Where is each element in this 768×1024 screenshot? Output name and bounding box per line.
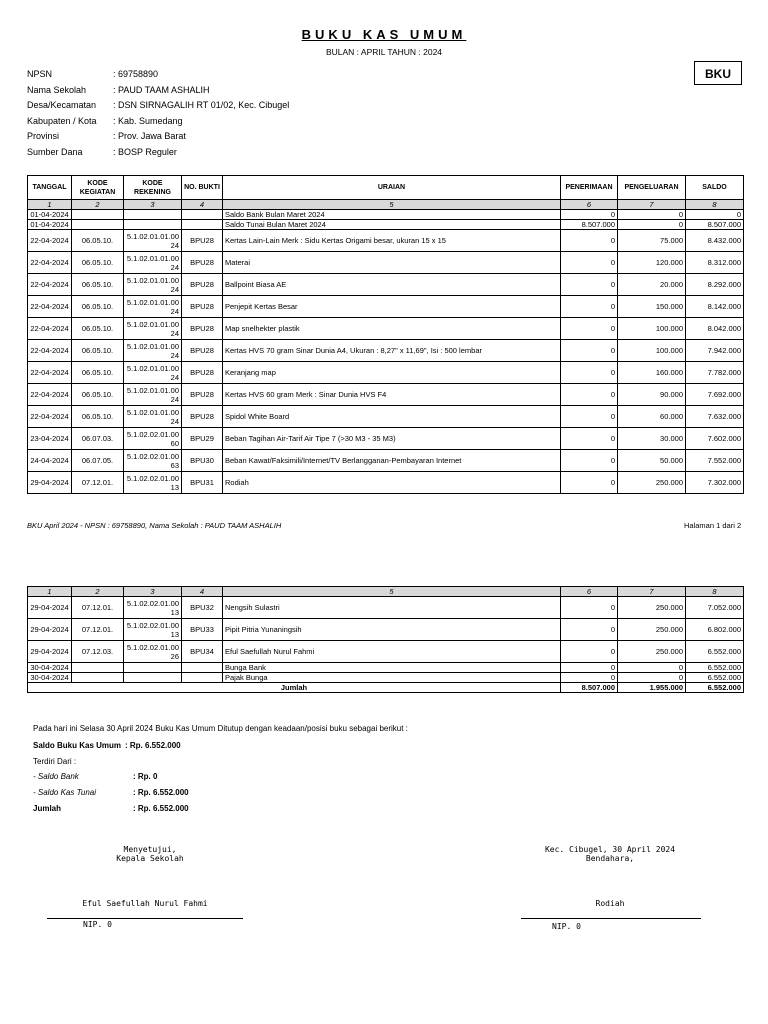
uraian-cell: Bunga Bank — [223, 663, 561, 673]
column-number: 3 — [124, 587, 182, 597]
kegiatan-cell: 06.05.10. — [72, 252, 124, 274]
kegiatan-cell: 06.05.10. — [72, 384, 124, 406]
penerimaan-cell: 0 — [561, 340, 618, 362]
date-cell: 01-04-2024 — [28, 210, 72, 220]
uraian-cell: Nengsih Sulastri — [223, 597, 561, 619]
rekening-cell: 5.1.02.01.01.00 24 — [124, 252, 182, 274]
header-cell: SALDO — [686, 176, 744, 200]
table-row — [28, 597, 744, 619]
info-row — [27, 69, 289, 85]
date-cell: 01-04-2024 — [28, 220, 72, 230]
uraian-cell: Spidol White Board — [223, 406, 561, 428]
rekening-cell: 5.1.02.01.01.00 24 — [124, 406, 182, 428]
column-number: 5 — [223, 200, 561, 210]
date-cell: 30-04-2024 — [28, 663, 72, 673]
info-row — [27, 147, 289, 163]
pengeluaran-cell: 100.000 — [618, 340, 686, 362]
date-cell: 22-04-2024 — [28, 362, 72, 384]
info-row — [27, 116, 289, 132]
rekening-cell: 5.1.02.02.01.00 26 — [124, 641, 182, 663]
penerimaan-cell: 0 — [561, 597, 618, 619]
penerimaan-cell: 8.507.000 — [561, 220, 618, 230]
column-number: 7 — [618, 200, 686, 210]
total-saldo: 6.552.000 — [686, 683, 744, 693]
info-label: NPSN — [27, 69, 53, 79]
info-value: : BOSP Reguler — [113, 146, 177, 157]
pengeluaran-cell: 0 — [618, 663, 686, 673]
date-cell: 22-04-2024 — [28, 406, 72, 428]
pengeluaran-cell: 150.000 — [618, 296, 686, 318]
saldo-cell: 7.302.000 — [686, 472, 744, 494]
uraian-cell: Keranjang map — [223, 362, 561, 384]
penerimaan-cell: 0 — [561, 428, 618, 450]
rekening-cell: 5.1.02.02.01.00 13 — [124, 597, 182, 619]
pengeluaran-cell: 0 — [618, 220, 686, 230]
date-cell: 22-04-2024 — [28, 318, 72, 340]
bukti-cell — [182, 673, 223, 683]
signature-left-nip: NIP. 0 — [83, 920, 112, 929]
uraian-cell: Saldo Bank Bulan Maret 2024 — [223, 210, 561, 220]
uraian-cell: Beban Kawat/Faksimili/Internet/TV Berlangganan-Pembayaran Internet — [223, 450, 561, 472]
column-number: 3 — [124, 200, 182, 210]
saldo-cell: 8.292.000 — [686, 274, 744, 296]
pengeluaran-cell: 250.000 — [618, 597, 686, 619]
kegiatan-cell: 06.07.05. — [72, 450, 124, 472]
pengeluaran-cell: 75.000 — [618, 230, 686, 252]
rekening-cell: 5.1.02.01.01.00 24 — [124, 274, 182, 296]
table-row — [28, 340, 744, 362]
kegiatan-cell: 06.05.10. — [72, 274, 124, 296]
table-row — [28, 220, 744, 230]
kegiatan-cell — [72, 673, 124, 683]
column-number: 2 — [72, 200, 124, 210]
summary-value: : Rp. 0 — [133, 772, 158, 781]
penerimaan-cell: 0 — [561, 406, 618, 428]
saldo-cell: 6.552.000 — [686, 673, 744, 683]
pengeluaran-cell: 250.000 — [618, 472, 686, 494]
penerimaan-cell: 0 — [561, 296, 618, 318]
bukti-cell: BPU30 — [182, 450, 223, 472]
table-row — [28, 641, 744, 663]
signature-left-name: Eful Saefullah Nurul Fahmi — [82, 899, 208, 908]
uraian-cell: Penjepit Kertas Besar — [223, 296, 561, 318]
rekening-cell: 5.1.02.02.01.00 60 — [124, 428, 182, 450]
bukti-cell: BPU28 — [182, 230, 223, 252]
table-row — [28, 619, 744, 641]
bukti-cell: BPU31 — [182, 472, 223, 494]
rekening-cell: 5.1.02.01.01.00 24 — [124, 384, 182, 406]
bukti-cell: BPU28 — [182, 274, 223, 296]
date-cell: 22-04-2024 — [28, 296, 72, 318]
total-penerimaan: 8.507.000 — [561, 683, 618, 693]
penerimaan-cell: 0 — [561, 384, 618, 406]
pengeluaran-cell: 60.000 — [618, 406, 686, 428]
penerimaan-cell: 0 — [561, 210, 618, 220]
bukti-cell: BPU28 — [182, 384, 223, 406]
summary-label: Jumlah — [33, 804, 62, 813]
date-cell: 30-04-2024 — [28, 673, 72, 683]
uraian-cell: Eful Saefullah Nurul Fahmi — [223, 641, 561, 663]
bukti-cell: BPU33 — [182, 619, 223, 641]
header-row — [28, 176, 744, 200]
info-value: : 69758890 — [113, 69, 159, 79]
rekening-cell — [124, 210, 182, 220]
bukti-cell: BPU28 — [182, 340, 223, 362]
kegiatan-cell — [72, 663, 124, 673]
signature-right-name: Rodiah — [595, 899, 625, 908]
header-cell: KODE KEGIATAN — [72, 176, 124, 200]
uraian-cell: Ballpoint Biasa AE — [223, 274, 561, 296]
uraian-cell: Map snelhekter plastik — [223, 318, 561, 340]
header-cell: TANGGAL — [28, 176, 72, 200]
column-number: 4 — [182, 200, 223, 210]
info-label: Sumber Dana — [27, 146, 83, 157]
bukti-cell: BPU34 — [182, 641, 223, 663]
signature-left-heading — [70, 845, 230, 863]
pengeluaran-cell: 250.000 — [618, 641, 686, 663]
column-number-row — [28, 587, 744, 597]
column-number-row — [28, 200, 744, 210]
penerimaan-cell: 0 — [561, 362, 618, 384]
table-row — [28, 406, 744, 428]
penerimaan-cell: 0 — [561, 318, 618, 340]
saldo-cell: 7.782.000 — [686, 362, 744, 384]
saldo-cell: 8.142.000 — [686, 296, 744, 318]
bukti-cell: BPU28 — [182, 406, 223, 428]
rekening-cell: 5.1.02.01.01.00 24 — [124, 318, 182, 340]
saldo-cell: 6.552.000 — [686, 663, 744, 673]
column-number: 4 — [182, 587, 223, 597]
signature-line — [521, 918, 701, 919]
info-label: Provinsi — [27, 131, 60, 141]
rekening-cell: 5.1.02.01.01.00 24 — [124, 362, 182, 384]
penerimaan-cell: 0 — [561, 663, 618, 673]
penerimaan-cell: 0 — [561, 641, 618, 663]
header-cell: PENGELUARAN — [618, 176, 686, 200]
kegiatan-cell: 07.12.01. — [72, 472, 124, 494]
info-row — [27, 100, 289, 116]
bukti-cell: BPU28 — [182, 252, 223, 274]
saldo-cell: 8.432.000 — [686, 230, 744, 252]
saldo-cell: 7.942.000 — [686, 340, 744, 362]
rekening-cell — [124, 673, 182, 683]
table-row — [28, 663, 744, 673]
penerimaan-cell: 0 — [561, 619, 618, 641]
uraian-cell: Beban Tagihan Air-Tarif Air Tipe 7 (>30 M3 - 35 M3) — [223, 428, 561, 450]
rekening-cell: 5.1.02.01.01.00 24 — [124, 296, 182, 318]
kegiatan-cell — [72, 220, 124, 230]
signature-place-date: Kec. Cibugel, 30 April 2024 — [544, 845, 676, 854]
uraian-cell: Kertas HVS 60 gram Merk : Sinar Dunia HVS F4 — [223, 384, 561, 406]
page-footer-left: BKU April 2024 - NPSN : 69758890, Nama Sekolah : PAUD TAAM ASHALIH — [27, 521, 282, 530]
penerimaan-cell: 0 — [561, 252, 618, 274]
summary-label: Saldo Buku Kas Umum — [33, 741, 122, 750]
saldo-cell: 7.692.000 — [686, 384, 744, 406]
summary-label: - Saldo Kas Tunai — [33, 788, 96, 797]
bukti-cell: BPU28 — [182, 318, 223, 340]
penerimaan-cell: 0 — [561, 450, 618, 472]
kegiatan-cell: 06.05.10. — [72, 230, 124, 252]
signature-right-heading — [530, 845, 690, 863]
pengeluaran-cell: 0 — [618, 673, 686, 683]
table-row — [28, 384, 744, 406]
date-cell: 23-04-2024 — [28, 428, 72, 450]
date-cell: 29-04-2024 — [28, 472, 72, 494]
pengeluaran-cell: 250.000 — [618, 619, 686, 641]
header-cell: PENERIMAAN — [561, 176, 618, 200]
bukti-cell — [182, 210, 223, 220]
saldo-cell: 8.507.000 — [686, 220, 744, 230]
kegiatan-cell: 06.05.10. — [72, 296, 124, 318]
info-value: : Kab. Sumedang — [113, 115, 183, 126]
total-pengeluaran: 1.955.000 — [618, 683, 686, 693]
saldo-cell: 6.802.000 — [686, 619, 744, 641]
date-cell: 22-04-2024 — [28, 384, 72, 406]
table-row — [28, 252, 744, 274]
kegiatan-cell: 06.05.10. — [72, 318, 124, 340]
rekening-cell: 5.1.02.02.01.00 63 — [124, 450, 182, 472]
uraian-cell: Pipit Pitria Yunaningsih — [223, 619, 561, 641]
date-cell: 22-04-2024 — [28, 340, 72, 362]
saldo-cell: 7.052.000 — [686, 597, 744, 619]
summary-value: : Rp. 6.552.000 — [133, 804, 189, 813]
header-cell: URAIAN — [223, 176, 561, 200]
column-number: 6 — [561, 200, 618, 210]
uraian-cell: Materai — [223, 252, 561, 274]
info-label: Nama Sekolah — [27, 84, 87, 95]
bukti-cell: BPU32 — [182, 597, 223, 619]
ledger-table-page1 — [27, 175, 744, 494]
info-value: : DSN SIRNAGALIH RT 01/02, Kec. Cibugel — [113, 100, 290, 110]
date-cell: 29-04-2024 — [28, 619, 72, 641]
info-value: : Prov. Jawa Barat — [113, 131, 186, 141]
table-row — [28, 428, 744, 450]
column-number: 6 — [561, 587, 618, 597]
closing-statement: Pada hari ini Selasa 30 April 2024 Buku Kas Umum Ditutup dengan keadaan/posisi buku sebagai berikut : — [33, 724, 408, 733]
pengeluaran-cell: 120.000 — [618, 252, 686, 274]
table-row — [28, 318, 744, 340]
saldo-cell: 8.312.000 — [686, 252, 744, 274]
date-cell: 29-04-2024 — [28, 597, 72, 619]
signature-right-nip: NIP. 0 — [552, 922, 581, 931]
uraian-cell: Pajak Bunga — [223, 673, 561, 683]
total-label: Jumlah — [28, 683, 561, 693]
rekening-cell: 5.1.02.01.01.00 24 — [124, 230, 182, 252]
summary-value: : Rp. 6.552.000 — [125, 741, 181, 750]
table-row — [28, 210, 744, 220]
pengeluaran-cell: 50.000 — [618, 450, 686, 472]
bukti-cell — [182, 663, 223, 673]
date-cell: 22-04-2024 — [28, 230, 72, 252]
kegiatan-cell: 07.12.01. — [72, 597, 124, 619]
page-number: Halaman 1 dari 2 — [684, 521, 742, 530]
kegiatan-cell: 06.05.10. — [72, 362, 124, 384]
rekening-cell: 5.1.02.01.01.00 24 — [124, 340, 182, 362]
table-row — [28, 450, 744, 472]
rekening-cell: 5.1.02.02.01.00 13 — [124, 472, 182, 494]
kegiatan-cell: 07.12.03. — [72, 641, 124, 663]
table-row — [28, 230, 744, 252]
bukti-cell: BPU28 — [182, 362, 223, 384]
column-number: 7 — [618, 587, 686, 597]
date-cell: 22-04-2024 — [28, 274, 72, 296]
penerimaan-cell: 0 — [561, 673, 618, 683]
header-cell: KODE REKENING — [124, 176, 182, 200]
pengeluaran-cell: 30.000 — [618, 428, 686, 450]
signature-line — [47, 918, 243, 919]
saldo-cell: 0 — [686, 210, 744, 220]
rekening-cell — [124, 220, 182, 230]
saldo-cell: 7.632.000 — [686, 406, 744, 428]
pengeluaran-cell: 0 — [618, 210, 686, 220]
kegiatan-cell: 06.07.03. — [72, 428, 124, 450]
pengeluaran-cell: 20.000 — [618, 274, 686, 296]
penerimaan-cell: 0 — [561, 230, 618, 252]
column-number: 1 — [28, 587, 72, 597]
rekening-cell — [124, 663, 182, 673]
pengeluaran-cell: 90.000 — [618, 384, 686, 406]
signature-role: Menyetujui, — [123, 845, 177, 854]
column-number: 1 — [28, 200, 72, 210]
summary-value: : Rp. 6.552.000 — [133, 788, 189, 797]
column-number: 8 — [686, 200, 744, 210]
bukti-cell: BPU29 — [182, 428, 223, 450]
summary-label: - Saldo Bank — [33, 772, 79, 781]
pengeluaran-cell: 160.000 — [618, 362, 686, 384]
penerimaan-cell: 0 — [561, 472, 618, 494]
summary-label: Terdiri Dari : — [33, 757, 77, 766]
signature-title: Bendahara, — [585, 854, 635, 863]
info-label: Kabupaten / Kota — [27, 115, 97, 126]
kegiatan-cell: 07.12.01. — [72, 619, 124, 641]
pengeluaran-cell: 100.000 — [618, 318, 686, 340]
rekening-cell: 5.1.02.02.01.00 13 — [124, 619, 182, 641]
column-number: 2 — [72, 587, 124, 597]
info-label: Desa/Kecamatan — [27, 100, 97, 110]
document-title: BUKU KAS UMUM — [301, 27, 467, 42]
ledger-table-page2 — [27, 586, 744, 693]
table-row — [28, 362, 744, 384]
bukti-cell — [182, 220, 223, 230]
table-row — [28, 274, 744, 296]
kegiatan-cell: 06.05.10. — [72, 406, 124, 428]
table-row — [28, 673, 744, 683]
info-row — [27, 131, 289, 147]
saldo-cell: 7.602.000 — [686, 428, 744, 450]
date-cell: 24-04-2024 — [28, 450, 72, 472]
info-value: : PAUD TAAM ASHALIH — [113, 84, 210, 95]
document-subtitle: BULAN : APRIL TAHUN : 2024 — [325, 47, 443, 57]
date-cell: 29-04-2024 — [28, 641, 72, 663]
signature-title: Kepala Sekolah — [116, 854, 184, 863]
table-row — [28, 472, 744, 494]
kegiatan-cell: 06.05.10. — [72, 340, 124, 362]
saldo-cell: 6.552.000 — [686, 641, 744, 663]
uraian-cell: Rodiah — [223, 472, 561, 494]
info-row — [27, 85, 289, 101]
uraian-cell: Kertas Lain-Lain Merk : Sidu Kertas Origami besar, ukuran 15 x 15 — [223, 230, 561, 252]
date-cell: 22-04-2024 — [28, 252, 72, 274]
bukti-cell: BPU28 — [182, 296, 223, 318]
column-number: 8 — [686, 587, 744, 597]
school-info — [27, 69, 289, 162]
saldo-cell: 7.552.000 — [686, 450, 744, 472]
header-cell: NO. BUKTI — [182, 176, 223, 200]
uraian-cell: Saldo Tunai Bulan Maret 2024 — [223, 220, 561, 230]
table-row — [28, 296, 744, 318]
saldo-cell: 8.042.000 — [686, 318, 744, 340]
total-row — [28, 683, 744, 693]
penerimaan-cell: 0 — [561, 274, 618, 296]
uraian-cell: Kertas HVS 70 gram Sinar Dunia A4, Ukuran : 8,27" x 11,69", Isi : 500 lembar — [223, 340, 561, 362]
column-number: 5 — [223, 587, 561, 597]
kegiatan-cell — [72, 210, 124, 220]
bku-badge: BKU — [694, 61, 742, 85]
